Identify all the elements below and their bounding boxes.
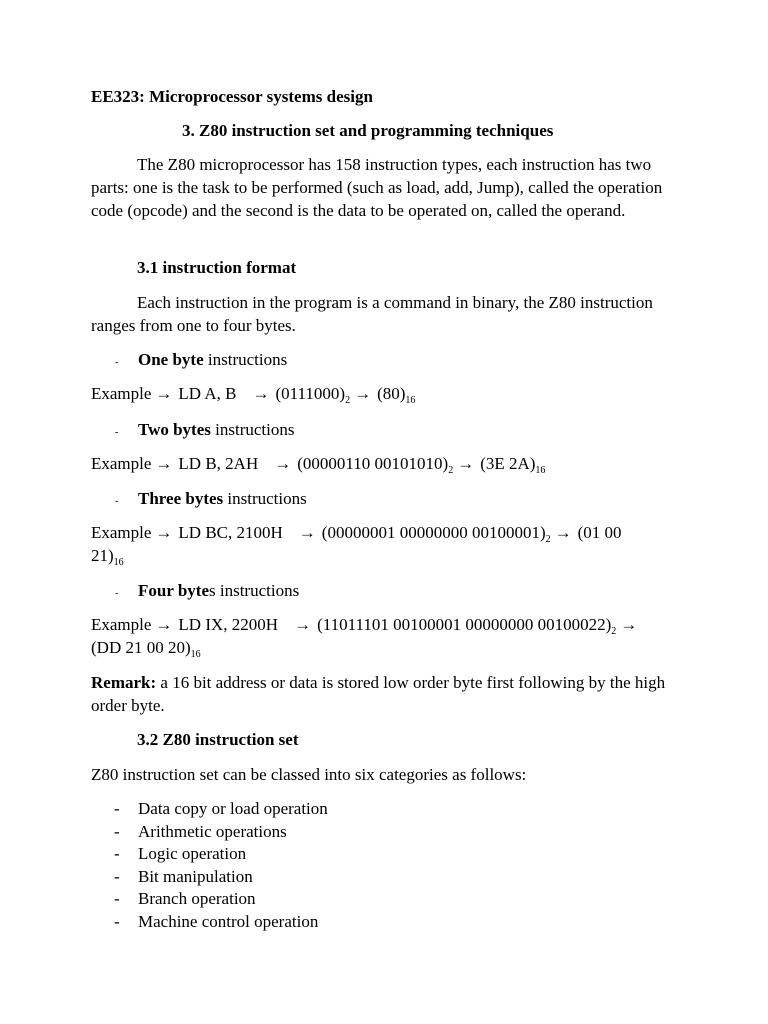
arrow-icon: →	[554, 523, 572, 542]
format-item-rest: instructions	[210, 420, 295, 439]
remark-label: Remark:	[91, 673, 157, 692]
format-item-label: Two bytes	[138, 420, 211, 439]
bullet-mark: -	[115, 588, 119, 599]
arrow-icon: →	[294, 615, 312, 634]
list-item: Data copy or load operation	[138, 799, 328, 818]
arrow-icon: →	[457, 454, 475, 473]
intro-paragraph: The Z80 microprocessor has 158 instruction types, each instruction has two parts: one is the task to be performed (such as load, add, Jump), called the operation code (opcode) and the second is the data to be operated on, called the operand.	[91, 155, 663, 220]
base-subscript: 2	[448, 465, 454, 476]
section-32-heading: 3.2 Z80 instruction set	[137, 730, 299, 749]
example-label: Example	[91, 384, 152, 403]
format-item-label: Three bytes	[138, 489, 224, 508]
list-dash: -	[114, 844, 120, 863]
base-subscript: 2	[611, 626, 617, 637]
list-item: Logic operation	[138, 844, 247, 863]
arrow-icon: →	[155, 615, 173, 634]
list-dash: -	[114, 799, 120, 818]
bullet-mark: -	[115, 357, 119, 368]
arrow-icon: →	[155, 384, 173, 403]
instruction: LD IX, 2200H	[178, 615, 279, 634]
list-dash: -	[114, 912, 120, 931]
format-item-two-bytes	[138, 418, 294, 441]
remark-text: a 16 bit address or data is stored low order byte first following by the high order byte.	[91, 673, 666, 715]
base-subscript: 16	[535, 465, 546, 476]
binary-code: (0111000)	[275, 384, 346, 403]
example-label: Example	[91, 454, 152, 473]
binary-code: (11011101 00100001 00000000 00100022)	[317, 615, 612, 634]
list-dash: -	[114, 867, 120, 886]
format-item-three-bytes	[138, 487, 307, 510]
format-item-one-byte	[138, 348, 287, 371]
example-label: Example	[91, 615, 152, 634]
format-item-rest: s instructions	[209, 581, 300, 600]
example-label: Example	[91, 523, 152, 542]
hex-code: 21)	[91, 546, 114, 565]
bullet-mark: -	[115, 496, 119, 507]
arrow-icon: →	[298, 523, 316, 542]
hex-code: (80)	[377, 384, 406, 403]
remark-paragraph	[91, 671, 681, 717]
arrow-icon: →	[620, 615, 638, 634]
base-subscript: 16	[113, 557, 124, 568]
example-three-bytes	[91, 521, 681, 544]
format-item-label: One byte	[138, 350, 204, 369]
hex-code: (01 00	[577, 523, 622, 542]
example-two-bytes	[91, 452, 681, 475]
list-item: Arithmetic operations	[138, 822, 287, 841]
list-item: Bit manipulation	[138, 867, 253, 886]
hex-code: (3E 2A)	[480, 454, 536, 473]
binary-code: (00000001 00000000 00100001)	[321, 523, 546, 542]
instruction: LD B, 2AH	[178, 454, 259, 473]
course-title: EE323: Microprocessor systems design	[91, 87, 373, 106]
base-subscript: 2	[545, 534, 551, 545]
list-item: Branch operation	[138, 889, 256, 908]
example-one-byte	[91, 382, 681, 405]
bullet-mark: -	[115, 427, 119, 438]
hex-code: (DD 21 00 20)	[91, 638, 191, 657]
list-item: Machine control operation	[138, 912, 319, 931]
section-31-paragraph: Each instruction in the program is a command in binary, the Z80 instruction ranges from one to four bytes.	[91, 293, 653, 335]
format-item-four-bytes	[138, 579, 299, 602]
example-four-bytes	[91, 613, 681, 636]
arrow-icon: →	[354, 384, 372, 403]
arrow-icon: →	[252, 384, 270, 403]
section-31-heading: 3.1 instruction format	[137, 258, 297, 277]
binary-code: (00000110 00101010)	[297, 454, 449, 473]
base-subscript: 16	[405, 395, 416, 406]
arrow-icon: →	[155, 454, 173, 473]
base-subscript: 16	[190, 649, 201, 660]
chapter-title: 3. Z80 instruction set and programming techniques	[182, 121, 554, 140]
format-item-rest: instructions	[203, 350, 288, 369]
list-dash: -	[114, 822, 120, 841]
base-subscript: 2	[345, 395, 351, 406]
list-dash: -	[114, 889, 120, 908]
format-item-label: Four byte	[138, 581, 209, 600]
arrow-icon: →	[155, 523, 173, 542]
format-item-rest: instructions	[223, 489, 307, 508]
arrow-icon: →	[274, 454, 292, 473]
example-three-bytes-continued	[91, 544, 681, 567]
instruction: LD A, B	[178, 384, 237, 403]
section-32-paragraph: Z80 instruction set can be classed into six categories as follows:	[91, 765, 527, 784]
example-four-bytes-continued	[91, 636, 681, 659]
instruction: LD BC, 2100H	[178, 523, 283, 542]
